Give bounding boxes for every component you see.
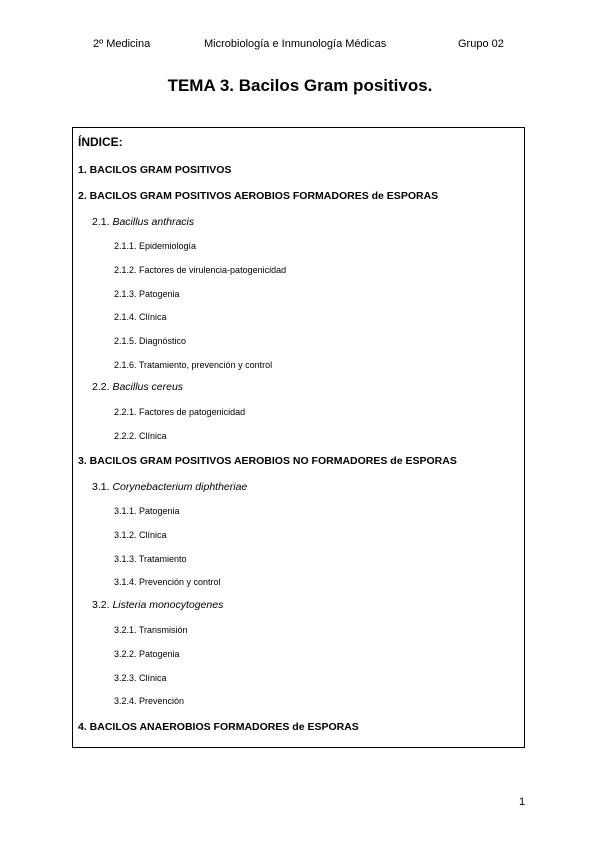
page-number: 1 xyxy=(519,796,526,808)
toc-item-2-1-4: 2.1.4. Clínica xyxy=(114,312,167,322)
toc-item-3-2-2: 3.2.2. Patogenia xyxy=(114,649,180,659)
toc-section-1: 1. BACILOS GRAM POSITIVOS xyxy=(78,164,232,176)
toc-subsection-2-2-name: Bacillus cereus xyxy=(112,381,184,393)
toc-item-3-2-3: 3.2.3. Clínica xyxy=(114,673,167,683)
toc-subsection-3-1 xyxy=(92,481,247,493)
toc-subsection-2-1 xyxy=(92,216,194,228)
toc-item-3-2-1: 3.2.1. Transmisión xyxy=(114,625,188,635)
toc-subsection-2-2-number: 2.2. xyxy=(92,381,110,393)
toc-item-3-1-3: 3.1.3. Tratamiento xyxy=(114,554,187,564)
toc-section-2: 2. BACILOS GRAM POSITIVOS AEROBIOS FORMADORES de ESPORAS xyxy=(78,190,439,202)
toc-subsection-3-2-name: Listeria monocytogenes xyxy=(112,599,224,611)
toc-subsection-3-1-number: 3.1. xyxy=(92,481,110,493)
toc-item-2-1-5: 2.1.5. Diagnóstico xyxy=(114,336,187,346)
toc-item-2-2-1: 2.2.1. Factores de patogenicidad xyxy=(114,407,246,417)
toc-subsection-3-1-name: Corynebacterium diphtheriae xyxy=(112,481,248,493)
toc-item-2-1-1: 2.1.1. Epidemiología xyxy=(114,241,197,251)
page-title: TEMA 3. Bacilos Gram positivos. xyxy=(167,76,433,95)
toc-item-3-2-4: 3.2.4. Prevención xyxy=(114,696,185,706)
toc-item-3-1-4: 3.1.4. Prevención y control xyxy=(114,577,221,587)
toc-subsection-2-2 xyxy=(92,381,183,393)
toc-item-3-1-2: 3.1.2. Clínica xyxy=(114,530,167,540)
toc-item-3-1-1: 3.1.1. Patogenia xyxy=(114,506,180,516)
toc-subsection-2-1-number: 2.1. xyxy=(92,216,110,228)
toc-item-2-1-3: 2.1.3. Patogenia xyxy=(114,289,180,299)
toc-section-4: 4. BACILOS ANAEROBIOS FORMADORES de ESPORAS xyxy=(78,721,359,733)
table-of-contents xyxy=(72,127,525,748)
toc-heading: ÍNDICE: xyxy=(78,135,123,149)
toc-item-2-1-2: 2.1.2. Factores de virulencia-patogenicidad xyxy=(114,265,287,275)
header-subject: Microbiología e Inmunología Médicas xyxy=(204,38,387,50)
toc-item-2-1-6: 2.1.6. Tratamiento, prevención y control xyxy=(114,360,273,370)
toc-subsection-3-2 xyxy=(92,599,223,611)
toc-section-3: 3. BACILOS GRAM POSITIVOS AEROBIOS NO FORMADORES de ESPORAS xyxy=(78,455,457,467)
header-group: Grupo 02 xyxy=(458,38,504,50)
toc-item-2-2-2: 2.2.2. Clínica xyxy=(114,431,167,441)
header-course: 2º Medicina xyxy=(93,38,151,50)
toc-subsection-3-2-number: 3.2. xyxy=(92,599,110,611)
toc-subsection-2-1-name: Bacillus anthracis xyxy=(112,216,195,228)
